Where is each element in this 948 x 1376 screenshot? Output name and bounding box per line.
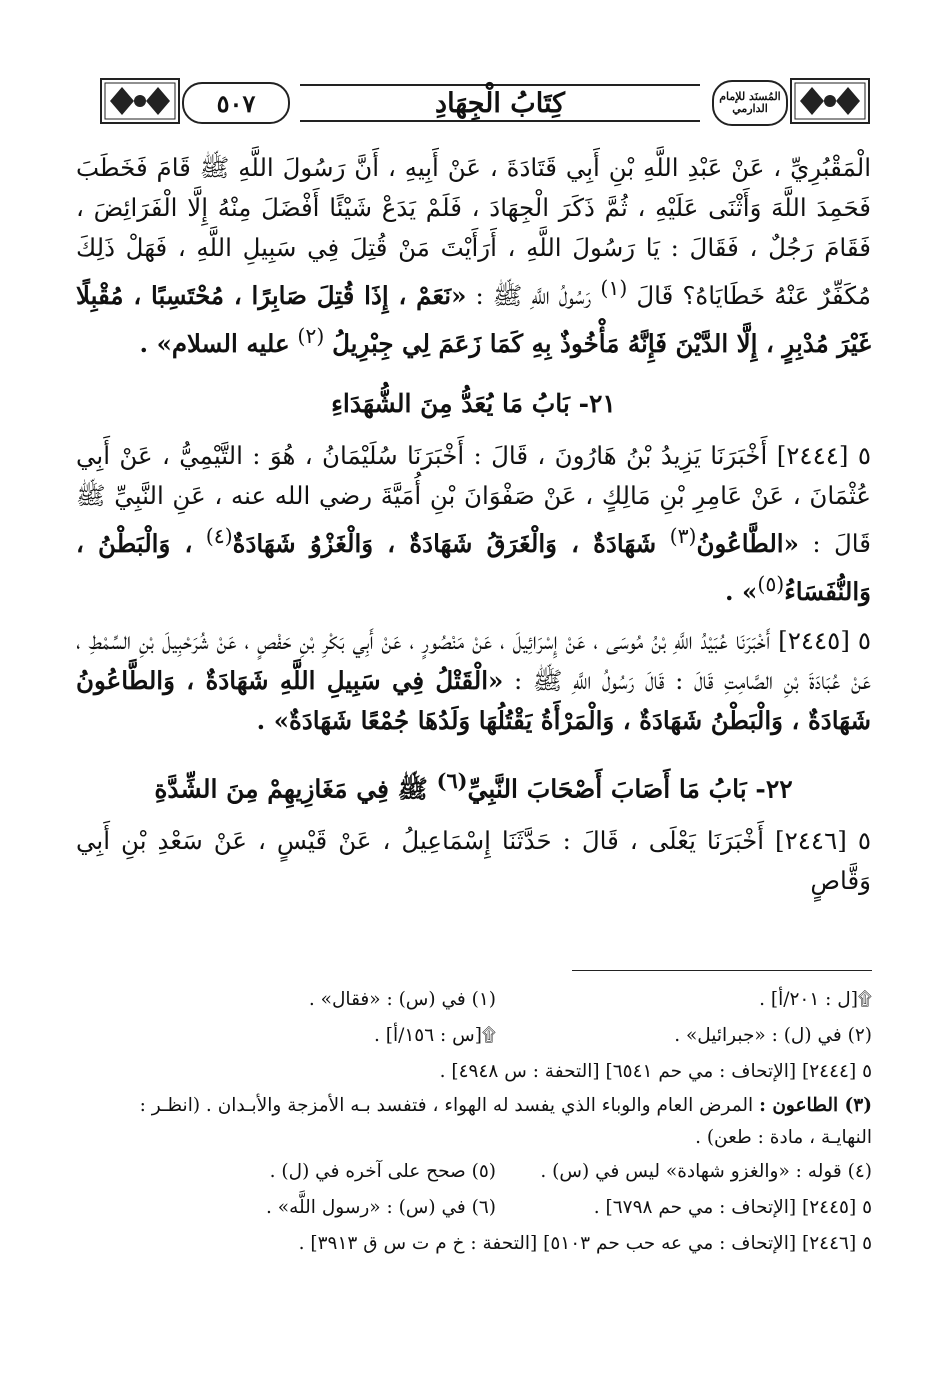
footnote-row bbox=[120, 1054, 872, 1090]
footnote-2: (٢) في (ل) : «جبرائيل» . bbox=[674, 1025, 872, 1046]
footnote-3-text: المرض العام والوباء الذي يفسد له الهواء ، فتفسد بـه الأمزجة والأبـدان . (انظـر : النهايـة ، مادة : طعن) . bbox=[139, 1095, 872, 1148]
footnote-6: (٦) في (س) : «رسول اللَّه» . bbox=[266, 1197, 496, 1218]
p1-text: الْمَقْبُرِيِّ ، عَنْ عَبْدِ اللَّهِ بْنِ أَبِي قَتَادَةَ ، عَنْ أَبِيهِ ، أَنَّ رَسُولَ اللَّهِ ﷺ قَامَ فَخَطَبَ فَحَمِدَ اللَّهَ وَأَثْنَى عَلَيْهِ ، ثُمَّ ذَكَرَ الْجِهَادَ ، فَلَمْ يَدَعْ شَيْئًا أَفْضَلَ مِنْهُ إِلَّا الْفَرَائِضَ ، فَقَامَ رَجُلٌ ، فَقَالَ : يَا رَسُولَ اللَّهِ ، أَرَأَيْتَ مَنْ قُتِلَ فِي سَبِيلِ اللَّهِ ، فَهَلْ ذَلِكَ مُكَفِّرٌ عَنْهُ خَطَايَاهُ؟ قَالَ bbox=[76, 153, 871, 311]
footnotes bbox=[120, 982, 872, 1262]
seal-logo: المُسنَد للإمام الدارمي bbox=[712, 80, 788, 126]
hadith-quote: شَهَادَةٌ ، وَالْغَرَقُ شَهَادَةٌ ، وَالْغَزْوُ شَهَادَةٌ bbox=[232, 529, 657, 559]
footnote-1: (١) في (س) : «فقال» . bbox=[308, 989, 496, 1010]
ornament-right-icon bbox=[790, 78, 870, 124]
hadith-2446 bbox=[76, 821, 871, 901]
footnote-takhrij-2444: ٥ [٢٤٤٤] [الإتحاف : مي حم ٦٥٤١] [التحفة : س ٤٩٤٨] . bbox=[439, 1061, 872, 1082]
p1-text-b: رَسُولُ اللَّهِ ﷺ : bbox=[475, 281, 592, 311]
footnote-row bbox=[120, 1018, 872, 1054]
footnote-divider bbox=[572, 970, 872, 971]
footnote-row bbox=[120, 1226, 872, 1262]
footnote-takhrij-2446: ٥ [٢٤٤٦] [الإتحاف : مي عه حب حم ٥١٠٣] [التحفة : خ م ت س ق ٣٩١٣] . bbox=[298, 1233, 872, 1254]
book-title: كِتَابُ الْجِهَادِ bbox=[300, 84, 700, 122]
main-text bbox=[76, 148, 871, 901]
hadith-number: ٥ [٢٤٤٥] bbox=[778, 625, 871, 655]
heading-22-text-b: ﷺ فِي مَغَازِيهِمْ مِنَ الشِّدَّةِ bbox=[154, 773, 428, 803]
footnote-row bbox=[120, 1090, 872, 1154]
footnote-ref-5: (٥) bbox=[757, 572, 785, 597]
page-number: ٥٠٧ bbox=[182, 82, 290, 124]
hadith-quote: «الْقَتْلُ فِي سَبِيلِ اللَّهِ شَهَادَةٌ ، وَالطَّاعُونُ شَهَادَةٌ ، وَالْبَطْنُ شَهَادَةٌ ، وَالْمَرْأَةُ يَقْتُلُهَا وَلَدُهَا جُمْعًا شَهَادَةٌ» . bbox=[76, 665, 871, 735]
page-header bbox=[100, 72, 870, 130]
footnote-ref-s: ۩[س : ١٥٦/أ] . bbox=[373, 1025, 496, 1046]
footnote-row bbox=[120, 982, 872, 1018]
footnote-ref-1: (١) bbox=[600, 276, 628, 300]
hadith-number: ٥ [٢٤٤٤] bbox=[776, 441, 871, 471]
footnote-ref-2: (٢) bbox=[297, 324, 325, 349]
footnote-row bbox=[120, 1190, 872, 1226]
hadith-2444 bbox=[76, 436, 871, 612]
hadith-quote: ، وَالْبَطْنُ ، وَالنُّفَسَاءُ bbox=[76, 529, 871, 607]
p1-quote: «نَعَمْ ، إِذَا قُتِلَ صَابِرًا ، مُحْتَسِبًا ، مُقْبِلًا غَيْرَ مُدْبِرٍ ، إِلَّا الدَّيْنَ فَإِنَّهُ مَأْخُوذٌ بِهِ كَمَا زَعَمَ لِي جِبْرِيلُ bbox=[76, 281, 871, 359]
footnote-ref-l: ۩[ل : ٢٠١/أ] . bbox=[759, 989, 872, 1010]
footnote-ref-6: (٦) bbox=[436, 767, 468, 793]
paragraph-continuation bbox=[76, 148, 871, 364]
footnote-row bbox=[120, 1154, 872, 1190]
hadith-text: أَخْبَرَنَا يَزِيدُ بْنُ هَارُونَ ، قَالَ : أَخْبَرَنَا سُلَيْمَانُ ، هُوَ : التَّيْمِيُّ ، عَنْ أَبِي عُثْمَانَ ، عَنْ عَامِرِ بْنِ مَالِكٍ ، عَنْ صَفْوَانَ بْنِ أُمَيَّةَ رضي الله عنه ، عَنِ النَّبِيِّ ﷺ قَالَ : bbox=[76, 441, 871, 559]
hadith-text: أَخْبَرَنَا يَعْلَى ، قَالَ : حَدَّثَنَا إِسْمَاعِيلُ ، عَنْ قَيْسٍ ، عَنْ سَعْدِ بْنِ أَبِي وَقَّاصٍ bbox=[76, 825, 871, 895]
hadith-number: ٥ [٢٤٤٦] bbox=[775, 825, 871, 855]
footnote-4: (٤) قوله : «والغزو شهادة» ليس في (س) . bbox=[540, 1161, 872, 1182]
hadith-quote: «الطَّاعُونُ bbox=[696, 529, 799, 559]
p1-end: عليه السلام» . bbox=[139, 329, 290, 359]
footnote-ref-3: (٣) bbox=[669, 524, 697, 549]
footnote-takhrij-2445: ٥ [٢٤٤٥] [الإتحاف : مي حم ٦٧٩٨] . bbox=[593, 1197, 872, 1218]
hadith-quote-end: » . bbox=[724, 577, 758, 607]
hadith-2445 bbox=[76, 621, 871, 741]
footnote-5: (٥) صحح على آخره في (ل) . bbox=[269, 1161, 496, 1182]
footnote-3 bbox=[120, 1090, 872, 1154]
ornament-left-icon bbox=[100, 78, 180, 124]
heading-22-text: ٢٢- بَابُ مَا أَصَابَ أَصْحَابَ النَّبِيِّ bbox=[467, 773, 793, 803]
hadith-text: أَخْبَرَنَا عُبَيْدُ اللَّهِ بْنُ مُوسَى ، عَنْ إِسْرَائِيلَ ، عَنْ مَنْصُورٍ ، عَنْ أَبِي بَكْرِ بْنِ حَفْصٍ ، عَنْ شُرَحْبِيلَ بْنِ السِّمْطِ ، عَنْ عُبَادَةَ بْنِ الصَّامِتِ قَالَ : قَالَ رَسُولُ اللَّهِ ﷺ : bbox=[76, 625, 872, 695]
footnote-ref-4: (٤) bbox=[205, 524, 233, 549]
footnote-3-term: (٣) الطاعون : bbox=[759, 1095, 872, 1116]
chapter-heading-21: ٢١- بَابُ مَا يُعَدُّ مِنَ الشُّهَدَاءِ bbox=[331, 389, 616, 419]
chapter-heading-22 bbox=[76, 761, 871, 809]
